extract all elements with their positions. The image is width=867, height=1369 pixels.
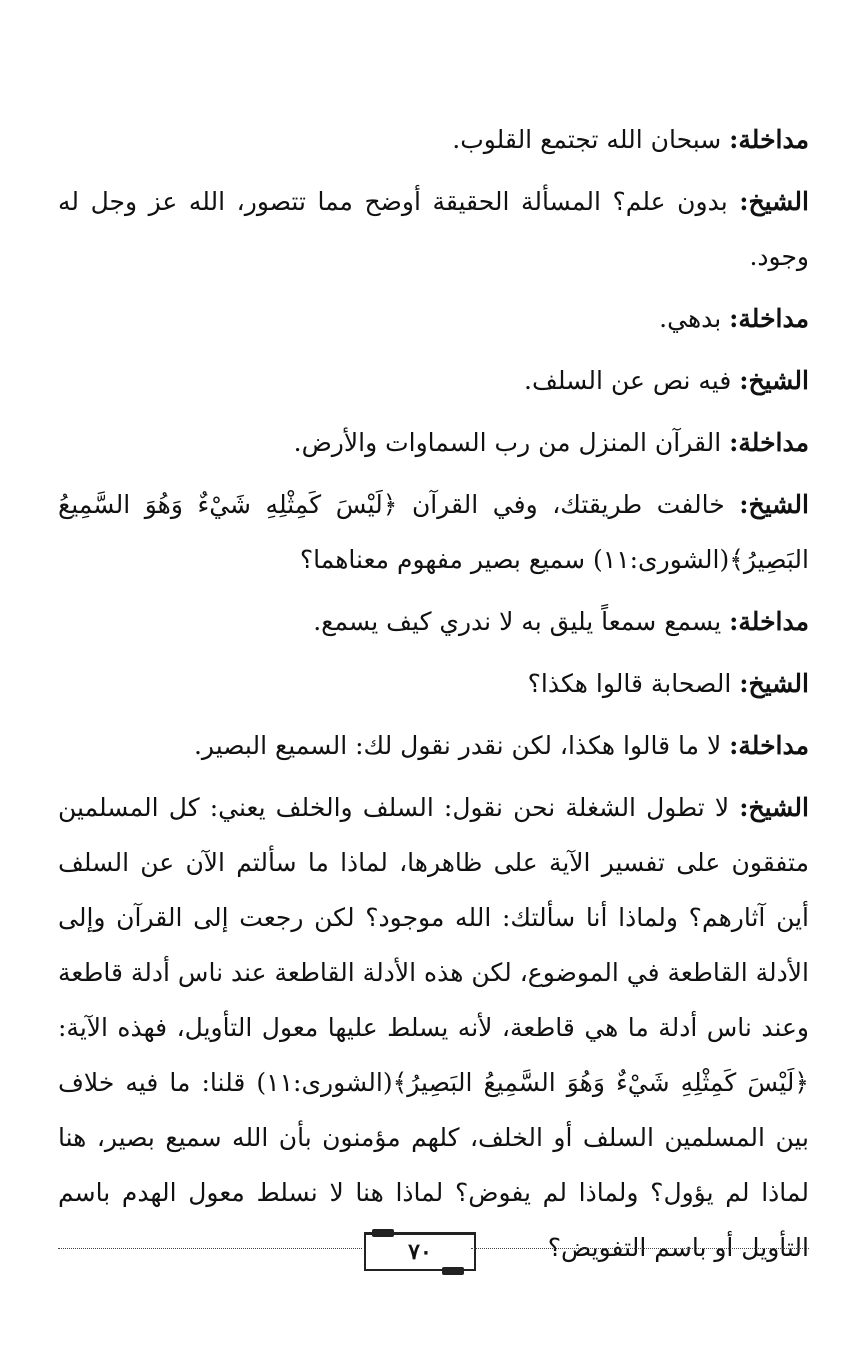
paragraph-text: لا ما قالوا هكذا، لكن نقدر نقول لك: السميع البصير. <box>193 731 730 760</box>
paragraph-2 <box>58 174 809 284</box>
frame-ornament-icon <box>442 1267 464 1275</box>
paragraph-text: فيه نص عن السلف. <box>524 366 740 395</box>
paragraph-3 <box>58 291 809 346</box>
speaker-label: الشيخ: <box>739 366 809 395</box>
paragraph-text: لا تطول الشغلة نحن نقول: السلف والخلف يعني: كل المسلمين متفقون على تفسير الآية على ظاهرها، لماذا ما سألتم الآن عن السلف أين آثارهم؟ ولماذا أنا سألتك: الله موجود؟ لكن رجعت إلى القرآن وإلى الأدلة القاطعة في الموضوع، لكن هذه الأدلة القاطعة عند ناس أدلة قاطعة وعند ناس أدلة ما هي قاطعة، لأنه يسلط عليها معول التأويل، فهذه الآية: ﴿لَيْسَ كَمِثْلِهِ شَيْءٌ وَهُوَ السَّمِيعُ البَصِيرُ﴾(الشورى:١١) قلنا: ما فيه خلاف بين المسلمين السلف أو الخلف، كلهم مؤمنون بأن الله سميع بصير، هنا لماذا لم يؤول؟ ولماذا لم يفوض؟ لماذا هنا لا نسلط معول الهدم باسم التأويل أو باسم التفويض؟ <box>58 793 810 1262</box>
paragraph-text: بدون علم؟ المسألة الحقيقة أوضح مما تتصور، الله عز وجل له وجود. <box>58 187 809 271</box>
speaker-label: مداخلة: <box>729 731 809 760</box>
speaker-label: مداخلة: <box>729 125 809 154</box>
speaker-label: مداخلة: <box>729 428 809 457</box>
frame-ornament-icon <box>372 1229 394 1237</box>
page-number-frame <box>364 1232 476 1271</box>
paragraph-1 <box>58 112 809 167</box>
paragraph-10 <box>58 780 809 1275</box>
paragraph-text: خالفت طريقتك، وفي القرآن ﴿لَيْسَ كَمِثْلِهِ شَيْءٌ وَهُوَ السَّمِيعُ البَصِيرُ﴾(الشورى:١١) سميع بصير مفهوم معناهما؟ <box>58 490 809 574</box>
paragraph-text: الصحابة قالوا هكذا؟ <box>527 669 740 698</box>
paragraph-7 <box>58 594 809 649</box>
paragraph-text: القرآن المنزل من رب السماوات والأرض. <box>293 428 730 457</box>
paragraph-8 <box>58 656 809 711</box>
speaker-label: الشيخ: <box>739 187 809 216</box>
footer-divider-right <box>471 1248 809 1249</box>
speaker-label: الشيخ: <box>739 669 809 698</box>
speaker-label: مداخلة: <box>729 304 809 333</box>
paragraph-text: سبحان الله تجتمع القلوب. <box>452 125 730 154</box>
paragraph-6 <box>58 477 809 587</box>
page-footer <box>58 1238 809 1278</box>
speaker-label: الشيخ: <box>739 793 809 822</box>
paragraph-4 <box>58 353 809 408</box>
paragraph-text: بدهي. <box>659 304 730 333</box>
paragraph-5 <box>58 415 809 470</box>
footer-divider-left <box>58 1248 362 1249</box>
paragraph-9 <box>58 718 809 773</box>
speaker-label: مداخلة: <box>729 607 809 636</box>
paragraph-text: يسمع سمعاً يليق به لا ندري كيف يسمع. <box>313 607 730 636</box>
speaker-label: الشيخ: <box>739 490 809 519</box>
body-text <box>58 112 809 1282</box>
page-number: ٧٠ <box>408 1239 432 1265</box>
